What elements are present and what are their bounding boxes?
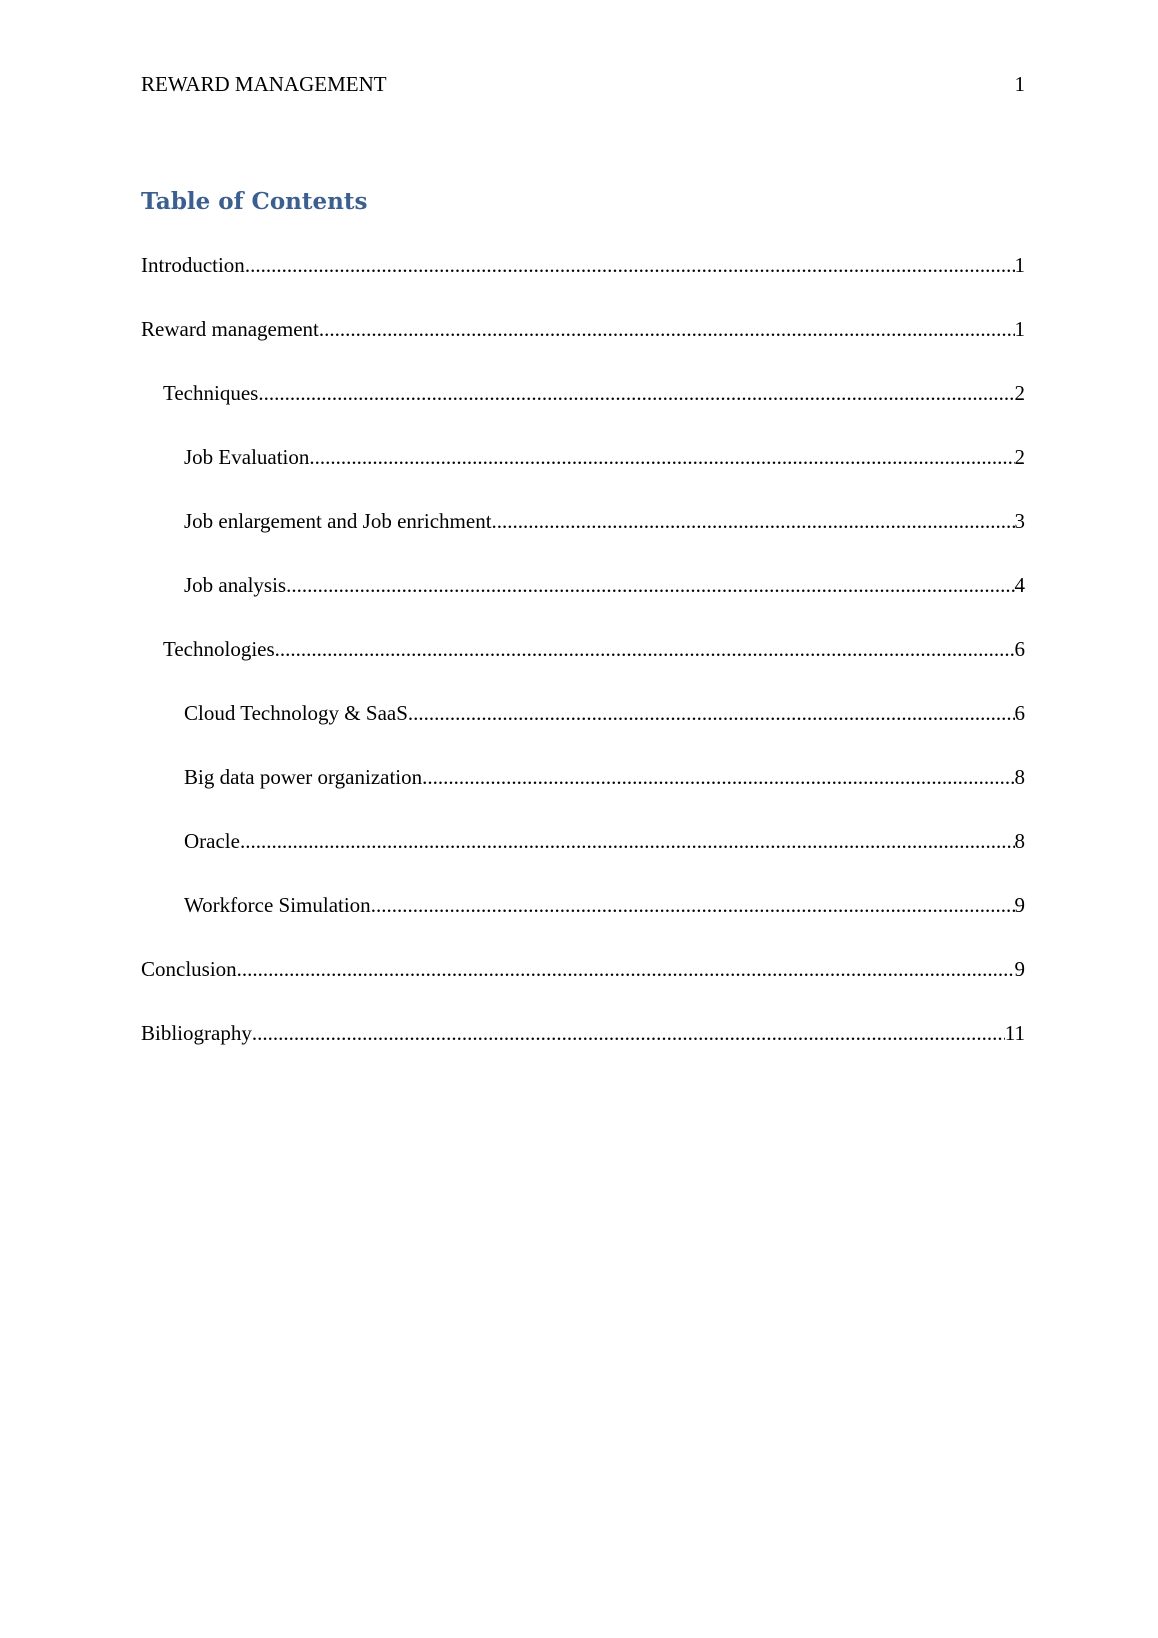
page-header	[141, 70, 1025, 98]
toc-entry-page: 1	[1014, 253, 1025, 277]
toc-entry-conclusion[interactable]	[141, 955, 1025, 1019]
toc-entry-label: Techniques	[163, 381, 259, 405]
toc-entry-page: 6	[1014, 701, 1025, 725]
toc-entry-label: Oracle	[184, 829, 240, 853]
toc-entry-page: 9	[1014, 957, 1025, 981]
toc-entry-label: Job enlargement and Job enrichment	[184, 509, 492, 533]
toc-dot-leader	[275, 635, 1015, 663]
toc-dot-leader	[237, 955, 1015, 983]
table-of-contents	[141, 251, 1025, 1083]
toc-dot-leader	[309, 443, 1014, 471]
toc-dot-leader	[258, 379, 1014, 407]
toc-entry-label: Big data power organization	[184, 765, 423, 789]
running-head: REWARD MANAGEMENT	[141, 72, 387, 96]
toc-dot-leader	[252, 1019, 1005, 1047]
toc-entry-reward-management[interactable]	[141, 315, 1025, 379]
toc-entry-page: 2	[1014, 445, 1025, 469]
toc-entry-label: Job Evaluation	[184, 445, 310, 469]
toc-entry-label: Conclusion	[141, 957, 237, 981]
toc-dot-leader	[371, 891, 1015, 919]
toc-entry-job-evaluation[interactable]	[141, 443, 1025, 507]
toc-entry-label: Workforce Simulation	[184, 893, 371, 917]
toc-dot-leader	[408, 699, 1015, 727]
toc-dot-leader	[422, 763, 1014, 791]
toc-entry-job-analysis[interactable]	[141, 571, 1025, 635]
toc-entry-big-data[interactable]	[141, 763, 1025, 827]
toc-entry-page: 8	[1014, 765, 1025, 789]
toc-entry-workforce-simulation[interactable]	[141, 891, 1025, 955]
toc-entry-page: 2	[1014, 381, 1025, 405]
toc-dot-leader	[492, 507, 1015, 535]
toc-dot-leader	[245, 251, 1015, 279]
toc-entry-label: Cloud Technology & SaaS	[184, 701, 408, 725]
toc-entry-label: Introduction	[141, 253, 245, 277]
toc-entry-page: 1	[1014, 317, 1025, 341]
toc-entry-bibliography[interactable]	[141, 1019, 1025, 1083]
toc-dot-leader	[286, 571, 1014, 599]
toc-entry-job-enlargement[interactable]	[141, 507, 1025, 571]
header-page-number: 1	[1014, 72, 1025, 96]
toc-entry-oracle[interactable]	[141, 827, 1025, 891]
toc-entry-page: 9	[1014, 893, 1025, 917]
toc-dot-leader	[319, 315, 1015, 343]
toc-entry-cloud-technology[interactable]	[141, 699, 1025, 763]
toc-dot-leader	[240, 827, 1015, 855]
toc-entry-techniques[interactable]	[141, 379, 1025, 443]
toc-entry-introduction[interactable]	[141, 251, 1025, 315]
toc-entry-technologies[interactable]	[141, 635, 1025, 699]
toc-entry-page: 11	[1004, 1021, 1025, 1045]
toc-heading: Table of Contents	[141, 188, 368, 215]
toc-entry-label: Job analysis	[184, 573, 287, 597]
toc-entry-label: Technologies	[163, 637, 275, 661]
toc-entry-page: 8	[1014, 829, 1025, 853]
toc-entry-label: Bibliography	[141, 1021, 252, 1045]
toc-entry-label: Reward management	[141, 317, 319, 341]
toc-entry-page: 6	[1014, 637, 1025, 661]
toc-entry-page: 4	[1014, 573, 1025, 597]
toc-entry-page: 3	[1014, 509, 1025, 533]
